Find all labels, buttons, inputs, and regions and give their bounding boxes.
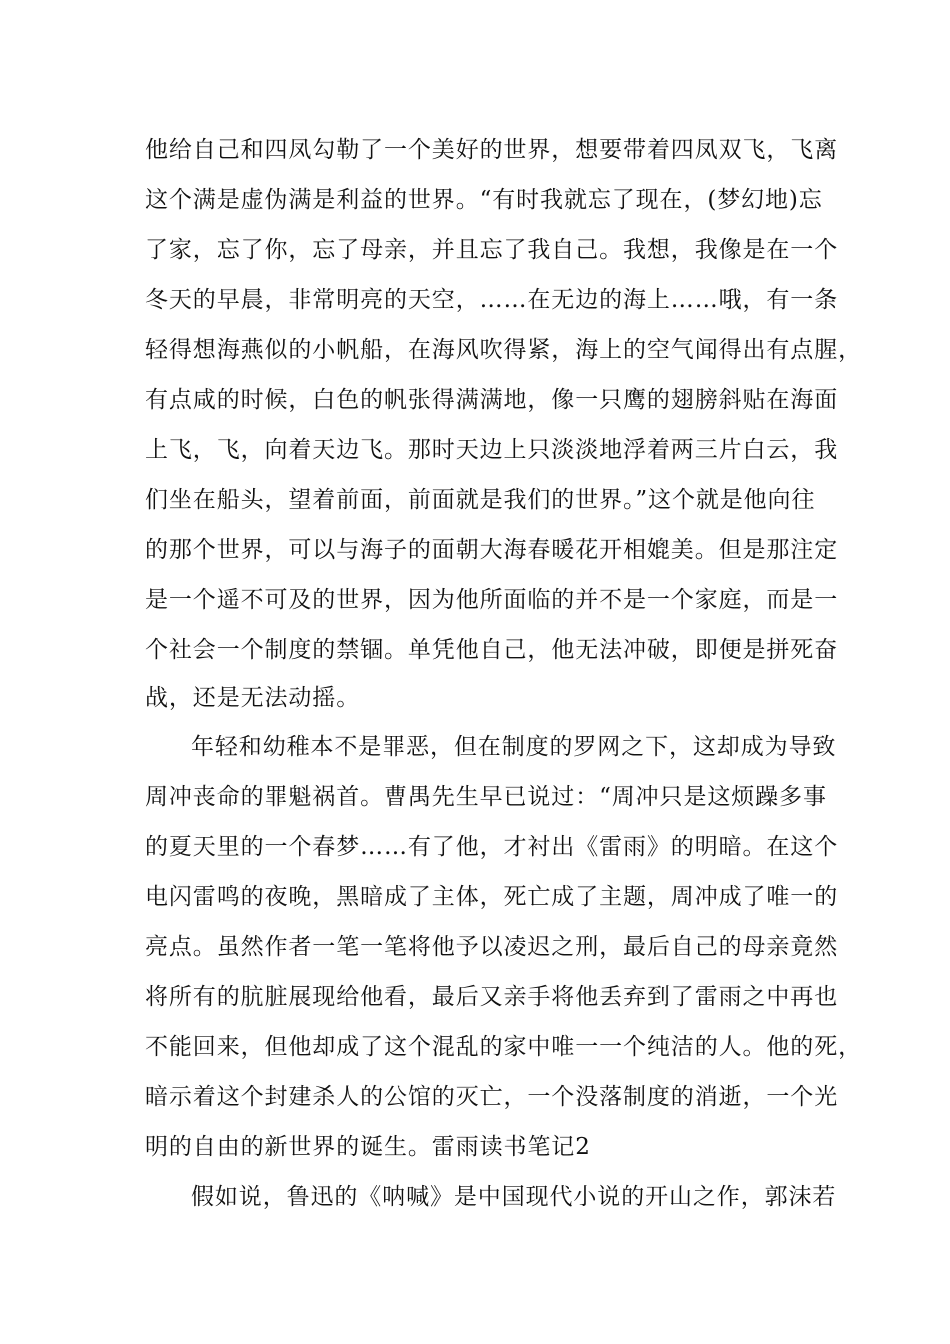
text-line: 不能回来，但他却成了这个混乱的家中唯一一个纯洁的人。他的死， (145, 1034, 862, 1060)
text-line: 上飞，飞，向着天边飞。那时天边上只淡淡地浮着两三片白云，我 (145, 437, 839, 463)
text-line: 个社会一个制度的禁锢。单凭他自己，他无法冲破，即便是拼死奋 (145, 637, 839, 663)
text-line: 明的自由的新世界的诞生。雷雨读书笔记2 (145, 1134, 591, 1160)
paragraph-first-line: 假如说，鲁迅的《呐喊》是中国现代小说的开山之作，郭沫若 (191, 1184, 837, 1210)
text-line: 暗示着这个封建杀人的公馆的灭亡，一个没落制度的消逝，一个光 (145, 1084, 839, 1110)
text-line: 了家，忘了你，忘了母亲，并且忘了我自己。我想，我像是在一个 (145, 237, 839, 263)
text-line: 战，还是无法动摇。 (145, 685, 361, 711)
text-line: 有点咸的时候，白色的帆张得满满地，像一只鹰的翅膀斜贴在海面 (145, 387, 839, 413)
text-line: 亮点。虽然作者一笔一笔将他予以凌迟之刑，最后自己的母亲竟然 (145, 934, 839, 960)
text-line: 轻得想海燕似的小帆船，在海风吹得紧，海上的空气闻得出有点腥， (145, 337, 862, 363)
text-line: 的夏天里的一个春梦……有了他，才衬出《雷雨》的明暗。在这个 (145, 834, 839, 860)
paragraph-first-line: 年轻和幼稚本不是罪恶，但在制度的罗网之下，这却成为导致 (191, 734, 837, 760)
text-line: 电闪雷鸣的夜晚，黑暗成了主体，死亡成了主题，周冲成了唯一的 (145, 884, 839, 910)
text-line: 的那个世界，可以与海子的面朝大海春暖花开相媲美。但是那注定 (145, 537, 839, 563)
text-line: 这个满是虚伪满是利益的世界。“有时我就忘了现在，(梦幻地)忘 (145, 187, 823, 213)
text-line: 们坐在船头，望着前面，前面就是我们的世界。”这个就是他向往 (145, 487, 816, 513)
text-line: 周冲丧命的罪魁祸首。曹禺先生早已说过：“周冲只是这烦躁多事 (145, 784, 827, 810)
text-line: 他给自己和四凤勾勒了一个美好的世界，想要带着四凤双飞，飞离 (145, 137, 839, 163)
text-line: 冬天的早晨，非常明亮的天空，……在无边的海上……哦，有一条 (145, 287, 839, 313)
text-line: 将所有的肮脏展现给他看，最后又亲手将他丢弃到了雷雨之中再也 (145, 984, 839, 1010)
text-line: 是一个遥不可及的世界，因为他所面临的并不是一个家庭，而是一 (145, 587, 839, 613)
